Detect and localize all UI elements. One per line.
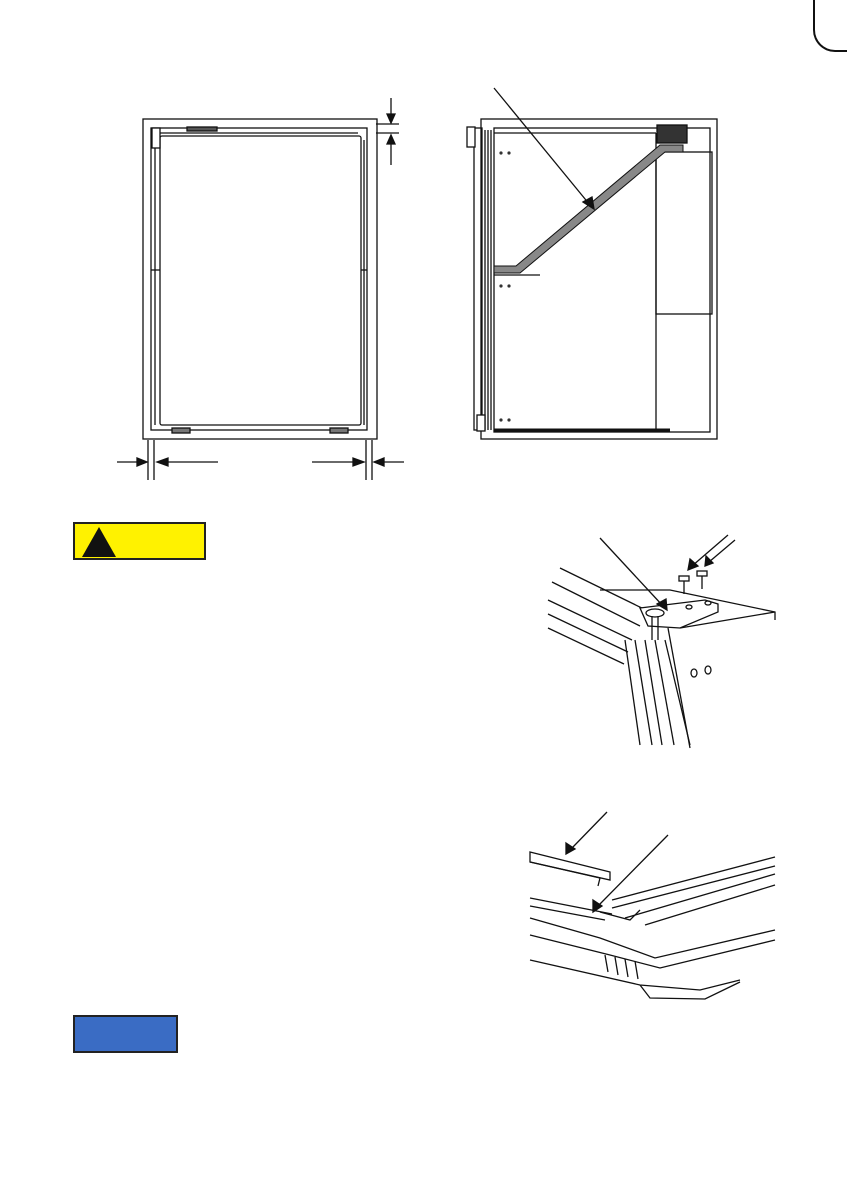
note-label-box [73,1015,178,1053]
